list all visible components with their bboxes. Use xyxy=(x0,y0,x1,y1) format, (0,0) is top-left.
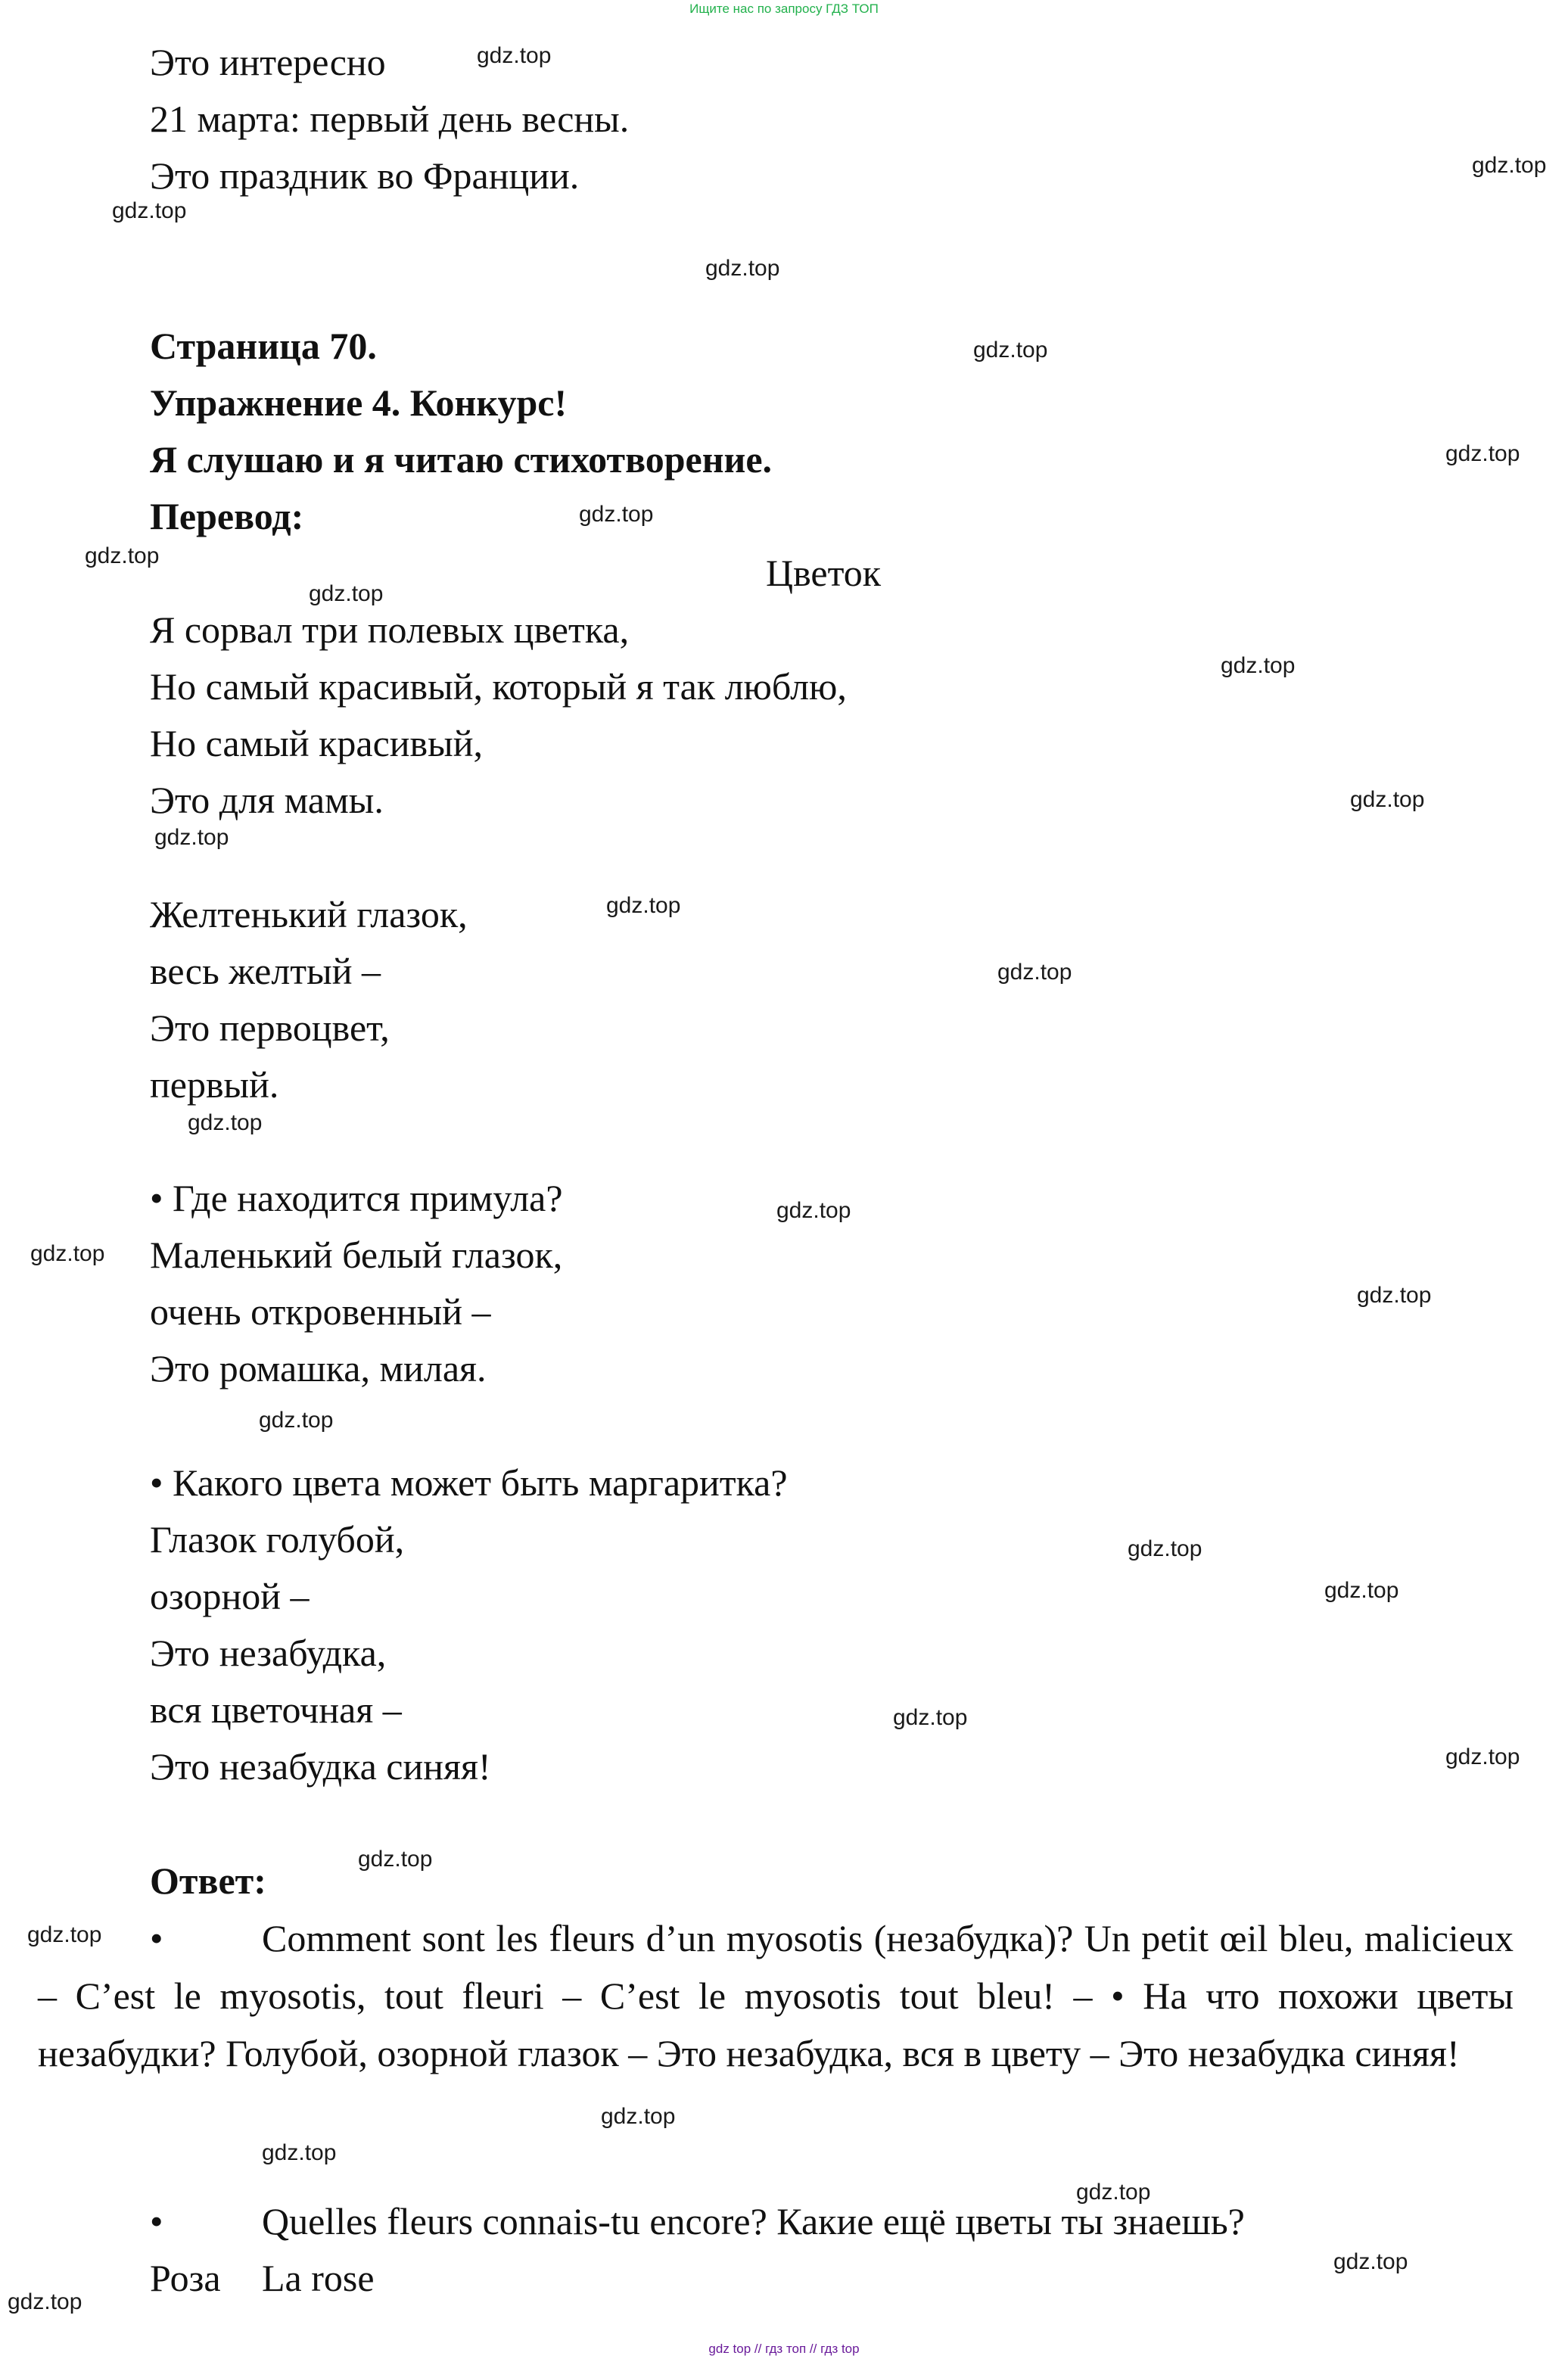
watermark: gdz.top xyxy=(1128,1536,1202,1561)
poem-line: Это для мамы. xyxy=(150,779,384,821)
watermark: gdz.top xyxy=(85,543,160,568)
poem-line: вся цветочная – xyxy=(150,1688,402,1731)
poem-line: Глазок голубой, xyxy=(150,1518,405,1561)
watermark: gdz.top xyxy=(1445,441,1520,466)
watermark: gdz.top xyxy=(259,1408,334,1433)
rose-fr: La rose xyxy=(262,2257,375,2299)
watermark: gdz.top xyxy=(1333,2249,1408,2274)
task-text: Я слушаю и я читаю стихотворение. xyxy=(150,438,773,481)
translation-label: Перевод: xyxy=(150,495,304,537)
watermark: gdz.top xyxy=(27,1922,102,1947)
poem-line: очень откровенный – xyxy=(150,1290,491,1333)
watermark: gdz.top xyxy=(1357,1283,1432,1308)
bottom-banner: gdz top // гдз топ // гдз top xyxy=(708,2342,860,2356)
poem-line: Это первоцвет, xyxy=(150,1007,390,1049)
poem-line: • Где находится примула? xyxy=(150,1177,563,1219)
exercise-title: Упражнение 4. Конкурс! xyxy=(150,381,568,424)
watermark: gdz.top xyxy=(8,2289,82,2314)
watermark: gdz.top xyxy=(705,256,780,281)
watermark: gdz.top xyxy=(606,893,681,918)
watermark: gdz.top xyxy=(1221,653,1296,678)
poem-line: Но самый красивый, который я так люблю, xyxy=(150,665,847,708)
poem-line: Это ромашка, милая. xyxy=(150,1347,487,1390)
answer-label: Ответ: xyxy=(150,1859,266,1902)
poem-line: Я сорвал три полевых цветка, xyxy=(150,608,630,651)
watermark: gdz.top xyxy=(154,825,229,850)
poem-line: Но самый красивый, xyxy=(150,722,483,764)
watermark: gdz.top xyxy=(1472,153,1547,178)
poem-line: Желтенький глазок, xyxy=(150,893,468,935)
rose-row xyxy=(150,2255,375,2301)
answer-text-1: Comment sont les fleurs d’un myosotis (незабудка)? Un petit œil bleu, malicieux – C’est le myosotis, tout fleuri – C’est le myosotis tout bleu! – • На что похожи цветы незабудки? Голубой, озорной глазок – Это незабудка, вся в цвету – Это незабудка синяя! xyxy=(38,1917,1514,2074)
answer-paragraph-2 xyxy=(150,2199,1245,2244)
poem-line: весь желтый – xyxy=(150,950,381,992)
watermark: gdz.top xyxy=(1076,2180,1151,2205)
poem-line: Это незабудка синяя! xyxy=(150,1745,491,1788)
page-number: Страница 70. xyxy=(150,325,377,367)
watermark: gdz.top xyxy=(997,960,1072,985)
watermark: gdz.top xyxy=(262,2140,337,2165)
watermark: gdz.top xyxy=(973,338,1048,363)
poem-line: Это незабудка, xyxy=(150,1632,387,1674)
poem-line: Маленький белый глазок, xyxy=(150,1234,563,1276)
poem-line: первый. xyxy=(150,1063,279,1106)
watermark: gdz.top xyxy=(30,1241,105,1266)
poem-line: озорной – xyxy=(150,1575,310,1617)
watermark: gdz.top xyxy=(1445,1744,1520,1769)
poem-line: • Какого цвета может быть маргаритка? xyxy=(150,1461,788,1504)
answer-paragraph-1 xyxy=(38,1909,1514,2082)
watermark: gdz.top xyxy=(358,1847,433,1872)
watermark: gdz.top xyxy=(112,198,187,223)
rose-ru: Роза xyxy=(150,2257,221,2299)
bullet: • xyxy=(150,1917,163,1959)
top-banner: Ищите нас по запросу ГДЗ ТОП xyxy=(689,2,879,16)
watermark: gdz.top xyxy=(1350,787,1425,812)
watermark: gdz.top xyxy=(309,581,384,606)
poem-title: Цветок xyxy=(766,552,882,594)
watermark: gdz.top xyxy=(776,1198,851,1223)
bullet: • xyxy=(150,2200,163,2242)
watermark: gdz.top xyxy=(1324,1578,1399,1603)
answer-text-2: Quelles fleurs connais-tu encore? Какие ещё цветы ты знаешь? xyxy=(262,2200,1245,2242)
intro-line-3: Это праздник во Франции. xyxy=(150,154,580,197)
watermark: gdz.top xyxy=(477,43,552,68)
watermark: gdz.top xyxy=(893,1705,968,1730)
watermark: gdz.top xyxy=(579,502,654,527)
watermark: gdz.top xyxy=(601,2104,676,2129)
intro-line-1: Это интересно xyxy=(150,41,386,83)
intro-line-2: 21 марта: первый день весны. xyxy=(150,98,630,140)
watermark: gdz.top xyxy=(188,1110,263,1135)
